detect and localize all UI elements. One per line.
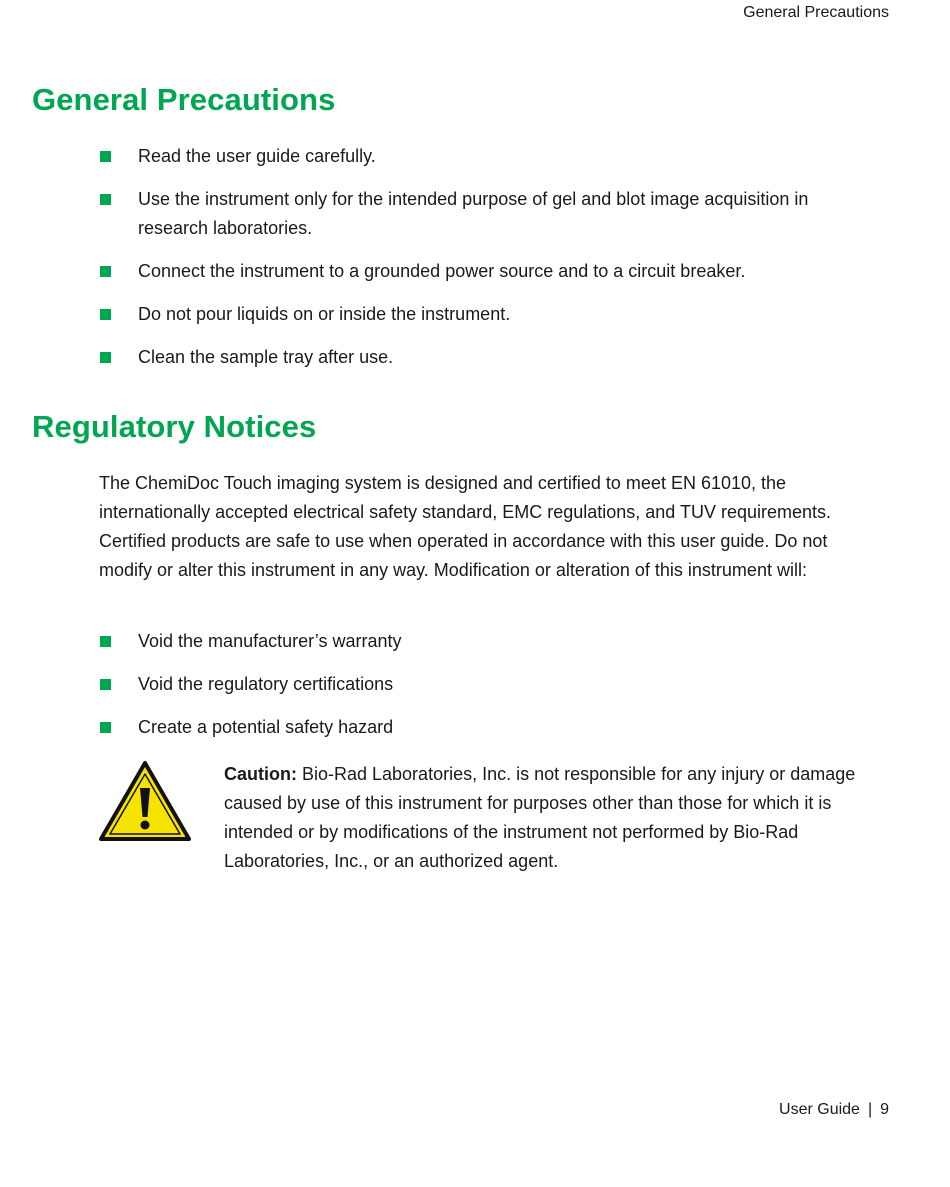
footer-separator: | (867, 1101, 873, 1118)
list-item-text: Void the regulatory certifications (138, 674, 394, 694)
caution-label: Caution: (224, 764, 297, 784)
square-bullet-icon (100, 722, 111, 733)
square-bullet-icon (100, 352, 111, 363)
caution-body: Bio-Rad Laboratories, Inc. is not responsible for any injury or damage caused by use of this instrument for purposes other than those for which it is intended or by modifications of the instrument not performed by Bio-Rad Laboratories, Inc., or an authorized agent. (224, 764, 856, 871)
list-item-text: Read the user guide carefully. (138, 146, 376, 166)
list-item (99, 670, 879, 699)
square-bullet-icon (100, 636, 111, 647)
list-item (99, 257, 879, 286)
square-bullet-icon (100, 151, 111, 162)
list-item (99, 300, 879, 329)
list-item-text: Connect the instrument to a grounded power source and to a circuit breaker. (138, 261, 746, 281)
list-item (99, 713, 879, 742)
running-header: General Precautions (743, 4, 889, 21)
square-bullet-icon (100, 194, 111, 205)
list-item-text: Void the manufacturer’s warranty (138, 631, 402, 651)
list-item-text: Use the instrument only for the intended purpose of gel and blot image acquisition in research laboratories. (138, 189, 809, 238)
list-item (99, 142, 879, 171)
regulatory-paragraph: The ChemiDoc Touch imaging system is designed and certified to meet EN 61010, the internationally accepted electrical safety standard, EMC regulations, and TUV requirements. Certified products are safe to use when operated in accordance with this user guide. Do not modify or alter this instrument in any way. Modification or alteration of this instrument will: (99, 473, 832, 580)
general-precautions-list (99, 142, 879, 386)
regulatory-consequences-list (99, 627, 879, 756)
square-bullet-icon (100, 309, 111, 320)
section-title-general-precautions: General Precautions (32, 82, 336, 117)
square-bullet-icon (100, 679, 111, 690)
running-footer (779, 1101, 889, 1119)
list-item-text: Do not pour liquids on or inside the instrument. (138, 304, 511, 324)
list-item (99, 185, 879, 243)
footer-label: User Guide (779, 1101, 860, 1118)
list-item-text: Clean the sample tray after use. (138, 347, 394, 367)
list-item (99, 343, 879, 372)
list-item-text: Create a potential safety hazard (138, 717, 394, 737)
warning-triangle-icon (98, 760, 192, 842)
square-bullet-icon (100, 266, 111, 277)
list-item (99, 627, 879, 656)
page-number: 9 (880, 1101, 889, 1118)
caution-note (224, 760, 864, 876)
section-title-regulatory-notices: Regulatory Notices (32, 409, 317, 444)
